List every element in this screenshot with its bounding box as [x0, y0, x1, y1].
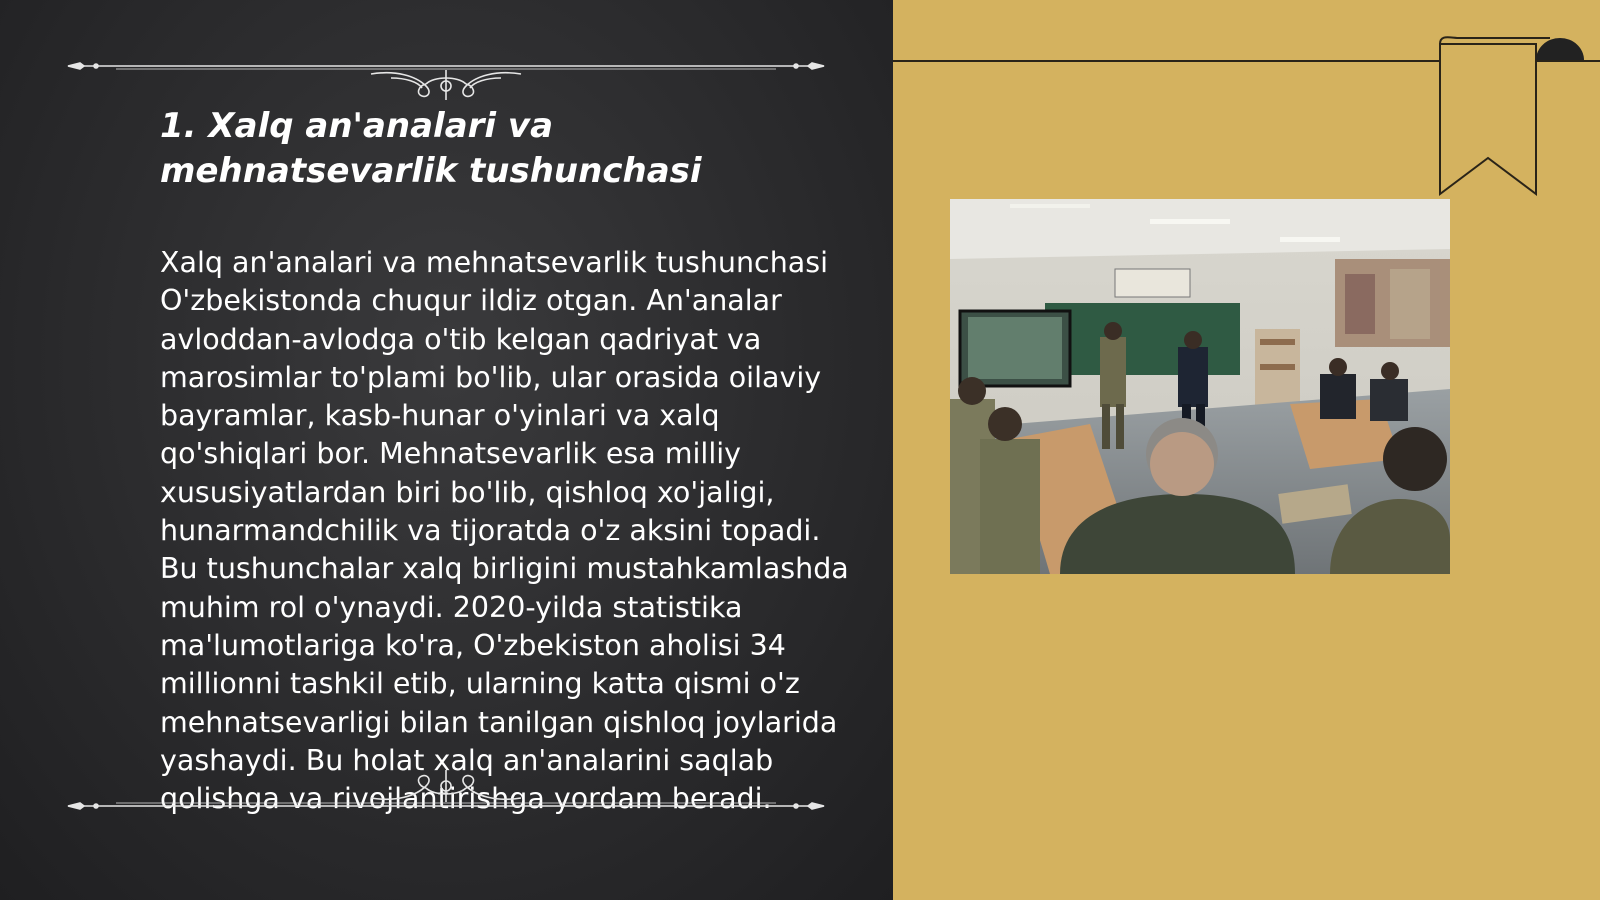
slide-title: 1. Xalq an'analari va mehnatsevarlik tushunchasi [160, 106, 702, 191]
bookmark-ribbon-icon [1430, 34, 1590, 204]
bottom-ornament-divider-icon [66, 770, 826, 830]
slide-body-text: Xalq an'analari va mehnatsevarlik tushunchasi O'zbekistonda chuqur ildiz otgan. An'analar avloddan-avlodga o'tib kelgan qadriyat va marosimlar to'plami bo'lib, ular orasida oilaviy bayramlar, kasb-hunar o'yinlari va xalq qo'shiqlari bor. Mehnatsevarlik esa milliy xususiyatlardan biri bo'lib, qishloq xo'jaligi, hunarmandchilik va tijoratda o'z aksini topadi. Bu tushunchalar xalq birligini mustahkamlashda muhim rol o'ynaydi. 2020-yilda statistika ma'lumotlariga ko'ra, O'zbekiston aholisi 34 millionni tashkil etib, ularning katta qismi o'z mehnatsevarligi bilan tanilgan qishloq joylarida yashaydi. Bu holat xalq an'analarini saqlab qolishga va rivojlantirishga yordam beradi. [160, 246, 849, 816]
classroom-photo-image [950, 199, 1450, 574]
classroom-photo [950, 199, 1450, 574]
top-ornament-divider-icon [66, 40, 826, 100]
